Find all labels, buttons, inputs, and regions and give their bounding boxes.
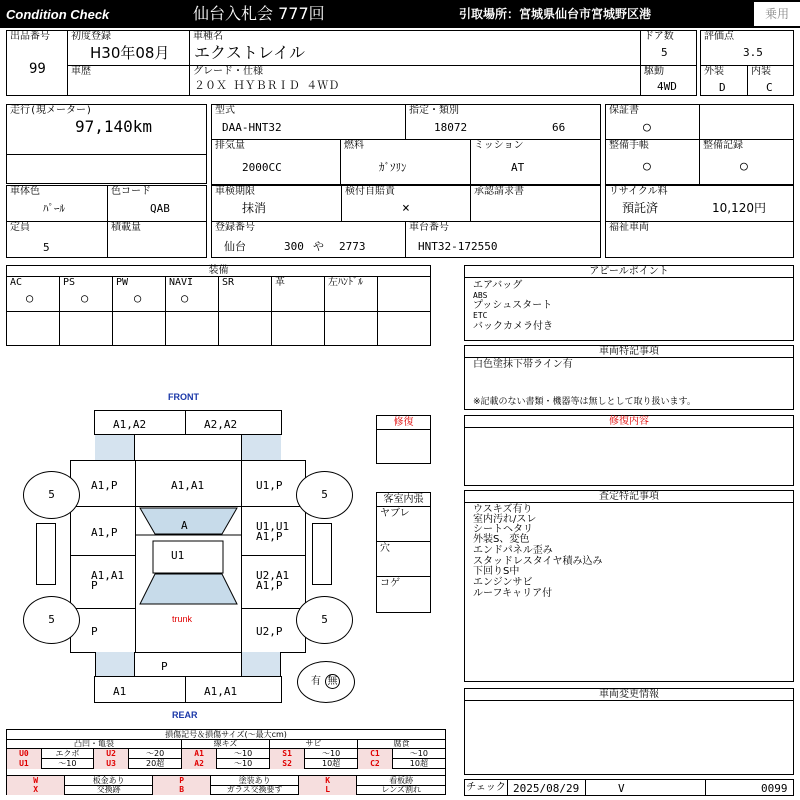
appeal-title: アピールポイント <box>465 266 793 278</box>
front-label: FRONT <box>168 392 199 402</box>
category-box: 指定・類別 18072 66 <box>405 104 601 140</box>
legend-code: L <box>299 785 357 795</box>
reg-class: 300 <box>284 240 304 253</box>
windows-svg <box>135 506 242 653</box>
equip-sr: SR <box>218 276 272 312</box>
legend-code: U0 <box>7 749 42 759</box>
repair-label: 修復 <box>377 416 430 430</box>
equipment-grid <box>6 276 431 346</box>
legend-desc: 10超 <box>305 759 358 769</box>
reg-city: 仙台 <box>224 240 246 253</box>
headlight-right <box>241 435 281 460</box>
manual-box: 整備手帳 ○ <box>605 139 700 185</box>
exterior-box: 外装 D <box>700 65 748 96</box>
drive-box: 駆動 4WD <box>640 65 697 96</box>
assess-line: エンドパネル歪み <box>473 545 553 556</box>
legend-desc: ～10 <box>217 749 270 759</box>
lot-box: 出品番号 99 <box>6 30 68 96</box>
claim-box: 承認請求書 <box>470 185 601 222</box>
car-diagram <box>0 385 376 725</box>
insurance-box: 検付自賠責 × <box>341 185 471 222</box>
equip-leather: 革 <box>271 276 325 312</box>
appeal-line: ABS <box>473 291 488 300</box>
assess-line: シートヘタリ <box>473 524 533 535</box>
header-bar <box>0 0 800 28</box>
assess-line: 室内汚れ/スレ <box>473 514 537 525</box>
interior-box: 内装 C <box>747 65 794 96</box>
check-mark: V <box>618 782 625 795</box>
special-title: 車両特記事項 <box>465 346 793 358</box>
assess-title: 査定特記事項 <box>465 491 793 503</box>
appeal-line: ETC <box>473 311 488 320</box>
category-number: 66 <box>552 121 566 134</box>
appeal-line: バックカメラ付き <box>473 321 553 332</box>
inspection-expiry: 抹消 <box>242 201 267 215</box>
rear-bumper-left: A1 <box>94 676 186 703</box>
check-number: 0099 <box>761 782 788 795</box>
assess-line: ウスキズ有り <box>473 504 533 515</box>
color-box: 車体色 ﾊﾟｰﾙ <box>6 185 108 222</box>
mission-box: ミッション AT <box>470 139 601 185</box>
hood: A1,A1 <box>135 460 242 507</box>
tire-front-left: 5 <box>23 471 80 519</box>
legend-table: 損傷記号＆損傷サイズ(～最大cm) 凸凹・亀裂 線キズ サビ 腐食 U0 エクボ U2 ～20 A1 ～10 S1 ～10 C1 ～10 U1 ～10 U3 20超 A2 ～10 S2 10超 C2 10超 W 板金あり P 塗装あり K 看板跡 X 交換跡 B ガラス交換要す L レンズ割れ <box>6 729 446 795</box>
recycle-box: リサイクル料 預託済 10,120円 <box>605 185 794 222</box>
assess-line: ルーフキャリア付 <box>473 588 553 599</box>
pickup-location: 引取場所：宮城県仙台市宮城野区港 <box>459 7 652 21</box>
maintenance-manual: ○ <box>643 159 651 174</box>
rear-gate-lower: P <box>134 652 242 677</box>
chassis-number: HNT32-172550 <box>418 240 498 253</box>
tire-rear-left: 5 <box>23 596 80 644</box>
color-code-box: 色コード QAB <box>107 185 207 222</box>
assess-line: 下回りS中 <box>473 566 520 577</box>
legend-desc: 10超 <box>409 759 428 768</box>
special-panel <box>464 345 794 410</box>
trunk-label: trunk <box>172 614 193 624</box>
record-box: 整備記録 ○ <box>699 139 794 185</box>
legend-desc: ～10 <box>409 749 428 758</box>
grade: ２０Ｘ ＨＹＢＲＩＤ ４ＷＤ <box>194 79 340 92</box>
capacity-box: 定員 5 <box>6 221 108 258</box>
special-note: ※記載のない書類・機器等は無しとして取り扱います。 <box>473 397 696 407</box>
mileage-sub <box>6 154 207 184</box>
equip-ac: AC ○ <box>6 276 60 312</box>
front-fender-left: A1,P <box>70 460 136 507</box>
doors-box: ドア数 5 <box>640 30 697 66</box>
legend-code: A1 <box>182 749 217 759</box>
exterior-grade: D <box>719 81 726 94</box>
first-registration: H30年08月 <box>90 44 170 62</box>
legend-code: P <box>153 776 211 786</box>
legend-desc: 塗装あり <box>211 776 299 786</box>
mirror-left <box>36 523 56 585</box>
capacity: 5 <box>43 241 50 254</box>
appeal-panel <box>464 265 794 341</box>
legend-desc: レンズ割れ <box>381 785 421 794</box>
body-color: ﾊﾟｰﾙ <box>43 202 65 215</box>
equipment-title: 装備 <box>6 265 431 277</box>
repair-content-title: 修復内容 <box>465 416 793 428</box>
drive: 4WD <box>657 80 677 93</box>
taillight-left <box>95 652 135 677</box>
check-label: チェック <box>465 780 508 795</box>
change-title: 車両変更情報 <box>465 689 793 701</box>
grade-box: グレード・仕様 ２０Ｘ ＨＹＢＲＩＤ ４ＷＤ <box>189 65 641 96</box>
assess-line: 外装S、変色 <box>473 534 530 545</box>
tire-front-right: 5 <box>296 471 353 519</box>
recycle-amount: 10,120円 <box>712 201 766 215</box>
mission: AT <box>511 161 525 174</box>
rear-label: REAR <box>172 710 198 720</box>
reg-kana: や <box>313 240 324 253</box>
rear-fender-right: U2,P <box>241 608 306 653</box>
displacement-box: 排気量 2000CC <box>211 139 341 185</box>
brand-title: Condition Check <box>6 7 110 22</box>
repair-box <box>376 415 431 464</box>
interior-state-title: 客室内張 <box>377 493 430 507</box>
repair-content-panel <box>464 415 794 486</box>
car-name: エクストレイル <box>194 43 306 62</box>
check-row <box>464 779 794 796</box>
headlight-left <box>95 435 135 460</box>
legend-code: U3 <box>94 759 129 769</box>
inspection-box: 車検期限 抹消 <box>211 185 342 222</box>
history-box: 車歴 <box>67 65 190 96</box>
interior-grade: C <box>766 81 773 94</box>
check-date: 2025/08/29 <box>513 782 580 795</box>
reg-number: 2773 <box>339 240 366 253</box>
legend-code: K <box>299 776 357 786</box>
rear-bumper-right: A1,A1 <box>185 676 282 703</box>
legend-desc: 20超 <box>129 759 182 769</box>
welfare-box: 福祉車両 <box>605 221 794 258</box>
windshield-code: A <box>181 519 188 532</box>
registration-box: 登録番号 仙台 300 や 2773 <box>211 221 406 258</box>
legend-desc: エクボ <box>42 749 94 759</box>
legend-code: B <box>153 785 211 795</box>
appeal-line: プッシュスタート <box>473 300 553 311</box>
legend-desc: ～20 <box>129 749 182 759</box>
warranty-box: 保証書 ○ <box>605 104 700 140</box>
legend-code: X <box>7 785 65 795</box>
legend-code: C1 <box>358 749 393 759</box>
roof-code: U1 <box>171 549 185 562</box>
change-panel <box>464 688 794 775</box>
recycle-status: 預託済 <box>622 201 659 215</box>
auction-title: 仙台入札会 777回 <box>193 4 325 23</box>
equip-ps: PS ○ <box>59 276 113 312</box>
taillight-right <box>241 652 281 677</box>
spare-tire-sign: 有 無 <box>297 661 355 703</box>
fuel: ｶﾞｿﾘﾝ <box>379 161 407 174</box>
doors: 5 <box>661 46 668 59</box>
legend-code: S2 <box>270 759 305 769</box>
front-bumper-right: A2,A2 <box>185 410 282 435</box>
legend-code: U2 <box>94 749 129 759</box>
front-fender-right: U1,P <box>241 460 306 507</box>
equip-navi: NAVI ○ <box>165 276 219 312</box>
legend-desc: 板金あり <box>65 776 153 786</box>
interior-burn: コゲ <box>380 578 400 589</box>
legend-code: S1 <box>270 749 305 759</box>
legend-desc: 看板跡 <box>389 776 414 785</box>
legend-desc: ～10 <box>217 759 270 769</box>
maintenance-record: ○ <box>740 159 748 174</box>
displacement: 2000CC <box>242 161 282 174</box>
car-name-box: 車種名 エクストレイル <box>189 30 641 66</box>
vehicle-type: 乗用 <box>754 2 800 26</box>
model-code: DAA-HNT32 <box>222 121 282 134</box>
front-bumper-left: A1,A2 <box>94 410 186 435</box>
legend-desc: ガラス交換要す <box>211 785 299 795</box>
load-box: 積載量 <box>107 221 207 258</box>
legend-desc: ～10 <box>305 749 358 759</box>
legend-code: W <box>7 776 65 786</box>
equip-lhd: 左ﾊﾝﾄﾞﾙ <box>324 276 378 312</box>
front-door-right: U1,U1 A1,P <box>241 506 306 556</box>
assess-panel <box>464 490 794 682</box>
insurance: × <box>402 201 410 216</box>
rear-door-left: A1,A1 P <box>70 555 136 609</box>
lot-number: 99 <box>29 61 46 77</box>
front-door-left: A1,P <box>70 506 136 556</box>
legend-title: 損傷記号＆損傷サイズ(～最大cm) <box>7 730 445 740</box>
mirror-right <box>312 523 332 585</box>
color-code: QAB <box>150 202 170 215</box>
legend-code: U1 <box>7 759 42 769</box>
legend-code: C2 <box>358 759 393 769</box>
assess-line: スタッドレスタイヤ積み込み <box>473 556 603 567</box>
appeal-line: エアバッグ <box>473 280 523 291</box>
equip-pw: PW ○ <box>112 276 166 312</box>
equip-blank <box>377 276 431 312</box>
legend-code: A2 <box>182 759 217 769</box>
designation-number: 18072 <box>434 121 468 134</box>
warranty-extra <box>699 104 794 140</box>
score: 3.5 <box>743 46 763 59</box>
warranty: ○ <box>643 120 651 135</box>
rear-door-right: U2,A1 A1,P <box>241 555 306 609</box>
mileage: 97,140km <box>75 117 153 136</box>
interior-hole: 穴 <box>380 543 390 554</box>
fuel-box: 燃料 ｶﾞｿﾘﾝ <box>340 139 471 185</box>
model-box: 型式 DAA-HNT32 <box>211 104 406 140</box>
legend-desc: ～10 <box>42 759 94 769</box>
interior-tear: ヤブレ <box>380 508 410 519</box>
mileage-box: 走行(現メーター) 97,140km <box>6 104 207 155</box>
special-line: 白色塗抹下帯ライン有 <box>473 359 573 370</box>
first-reg-box: 初度登録 H30年08月 <box>67 30 190 66</box>
score-box: 評価点 3.5 <box>700 30 794 66</box>
chassis-box: 車台番号 HNT32-172550 <box>405 221 601 258</box>
assess-line: エンジンサビ <box>473 577 533 588</box>
interior-state-box <box>376 492 431 613</box>
tire-rear-right: 5 <box>296 596 353 644</box>
rear-fender-left: P <box>70 608 136 653</box>
legend-desc: 交換跡 <box>65 785 153 795</box>
